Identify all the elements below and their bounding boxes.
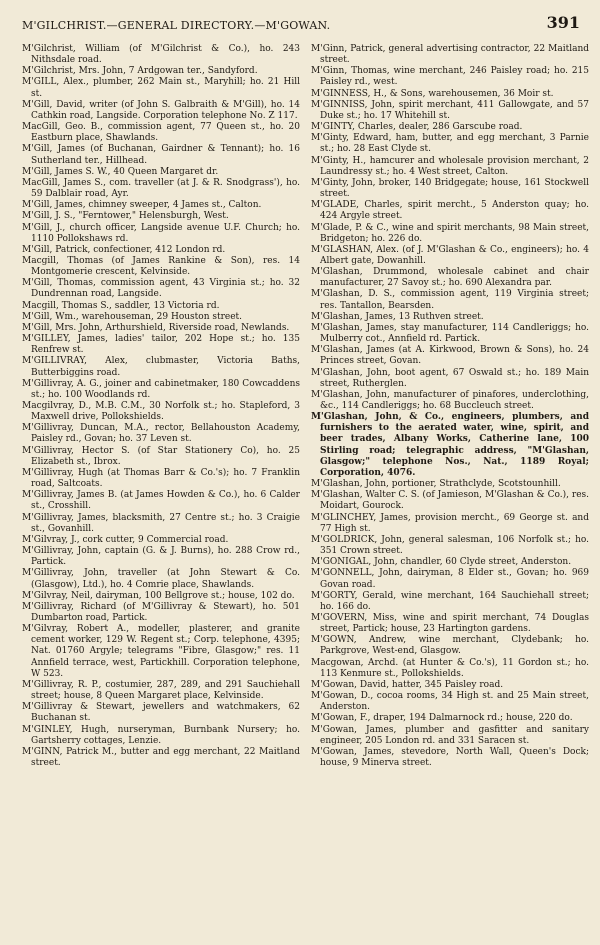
directory-entry: M'Gillivray, James B. (at James Howden & Co.), ho. 6 Calder st., Crosshill.: [22, 490, 300, 512]
directory-entry: M'Gill, James S. W., 40 Queen Margaret dr.: [22, 166, 219, 177]
directory-entry: M'Gillivray, James, blacksmith, 27 Centre st.; ho. 3 Craigie st., Govanhill.: [22, 512, 300, 534]
directory-entry: MacGill, Geo. B., commission agent, 77 Queen st., ho. 20 Eastburn place, Shawlands.: [22, 122, 300, 144]
directory-entry: M'Ginn, Patrick, general advertising contractor, 22 Maitland street.: [311, 44, 589, 66]
directory-entry: M'GONIGAL, John, chandler, 60 Clyde street, Anderston.: [311, 557, 572, 568]
directory-entry: M'Glashan, Drummond, wholesale cabinet and chair manufacturer, 27 Savoy st.; ho. 690 Alexandra par.: [311, 267, 589, 289]
directory-entry: Macgill, Thomas S., saddler, 13 Victoria rd.: [22, 300, 220, 311]
directory-entry: M'GILL, Alex., plumber, 262 Main st., Maryhill; ho. 21 Hill st.: [22, 77, 300, 99]
directory-entry: M'Gowan, D., cocoa rooms, 34 High st. and 25 Main street, Anderston.: [311, 691, 589, 713]
directory-entry: M'Gill, J. S., "Ferntower," Helensburgh, West.: [22, 211, 229, 222]
directory-entry: M'Glashan, John, manufacturer of pinafores, underclothing, &c., 114 Candleriggs; ho. 68 Buccleuch street.: [311, 389, 589, 411]
directory-entry: Macgilvray, D., M.B. C.M., 30 Norfolk st.; ho. Stapleford, 3 Maxwell drive, Pollokshields.: [22, 401, 300, 423]
directory-entry: M'Gill, J., church officer, Langside avenue U.F. Church; ho. 1110 Pollokshaws rd.: [22, 222, 300, 244]
directory-entry: M'Gillivray, Hugh (at Thomas Barr & Co.'s); ho. 7 Franklin road, Saltcoats.: [22, 467, 300, 490]
directory-entry: M'Gillivray, Duncan, M.A., rector, Bellahouston Academy, Paisley rd., Govan; ho. 37 Leven st.: [22, 423, 300, 445]
directory-entry: M'Ginty, H., hamcurer and wholesale provision merchant, 2 Laundressy st.; ho. 4 West street, Calton.: [311, 155, 589, 177]
directory-entry: M'Glashan, John, & Co., engineers, plumbers, and furnishers to the aerated water, wine, spirit, and beer trades, Albany Works, Catherine lane, 100 Stirling road; telegraphic address, "M'Glashan, Glasgow;" telephone Nos., Nat., 1189 Royal; Corporation, 4076.: [311, 412, 589, 478]
directory-entry: M'Gilchrist, William (of M'Gilchrist & Co.), ho. 243 Nithsdale road.: [22, 44, 300, 66]
running-head: M'GILCHRIST.—GENERAL DIRECTORY.—M'GOWAN.: [22, 19, 331, 32]
directory-entry: M'Ginty, John, broker, 140 Bridgegate; house, 161 Stockwell street.: [311, 177, 589, 200]
directory-entry: M'Gillivray, Hector S. (of Star Stationery Co), ho. 25 Elizabeth st., Ibrox.: [22, 445, 300, 467]
directory-entry: M'Ginty, Edward, ham, butter, and egg merchant, 3 Parnie st.; ho. 28 East Clyde st.: [311, 133, 589, 155]
page-number: 391: [546, 13, 580, 32]
directory-entry: M'Glashan, Walter C. S. (of Jamieson, M'Glashan & Co.), res. Moidart, Gourock.: [311, 490, 589, 512]
directory-entry: M'Glashan, John, boot agent, 67 Oswald st.; ho. 189 Main street, Rutherglen.: [311, 367, 589, 389]
directory-entry: M'GINNESS, H., & Sons, warehousemen, 36 Moir st.: [311, 88, 554, 99]
directory-entry: M'Gillivray & Stewart, jewellers and watchmakers, 62 Buchanan st.: [22, 702, 300, 724]
right-column: [311, 44, 589, 769]
directory-entry: M'GILLIVRAY, Alex, clubmaster, Victoria Baths, Butterbiggins road.: [22, 356, 300, 378]
directory-entry: M'Gillivray, John, captain (G. & J. Burns), ho. 288 Crow rd., Partick.: [22, 546, 300, 568]
directory-entry: M'Gill, Wm., warehouseman, 29 Houston street.: [22, 311, 243, 322]
directory-entry: M'Gillivray, John, traveller (at John Stewart & Co. (Glasgow), Ltd.), ho. 4 Comrie place, Shawlands.: [22, 568, 300, 590]
directory-entry: M'Gillivray, Richard (of M'Gillivray & Stewart), ho. 501 Dumbarton road, Partick.: [22, 601, 300, 623]
directory-entry: M'GILLEY, James, ladies' tailor, 202 Hope st.; ho. 135 Renfrew st.: [22, 334, 300, 356]
directory-entry: M'GLINCHEY, James, provision mercht., 69 George st. and 77 High st.: [311, 512, 589, 534]
directory-entry: M'Gilvray, J., cork cutter, 9 Commercial road.: [22, 534, 229, 545]
directory-entry: M'Glashan, D. S., commission agent, 119 Virginia street; res. Tantallon, Bearsden.: [311, 289, 589, 311]
directory-entry: Macgowan, Archd. (at Hunter & Co.'s), 11 Gordon st.; ho. 113 Kenmure st., Pollokshields.: [311, 657, 589, 679]
page-header: [22, 10, 580, 32]
directory-entry: M'Gowan, James, stevedore, North Wall, Queen's Dock; house, 9 Minerva street.: [311, 746, 589, 768]
directory-entry: M'GINN, Patrick M., butter and egg merchant, 22 Maitland street.: [22, 746, 300, 768]
directory-entry: M'Gill, Thomas, commission agent, 43 Virginia st.; ho. 32 Dundrennan road, Langside.: [22, 278, 300, 300]
directory-entry: M'GINLEY, Hugh, nurseryman, Burnbank Nursery; ho. Gartsherry cottages, Lenzie.: [22, 724, 300, 746]
directory-entry: M'Glashan, John, portioner, Strathclyde, Scotstounhill.: [311, 479, 561, 490]
directory-entry: M'Ginn, Thomas, wine merchant, 246 Paisley road; ho. 215 Paisley rd., west.: [311, 66, 589, 88]
directory-entry: M'Gilchrist, Mrs. John, 7 Ardgowan ter., Sandyford.: [22, 66, 258, 77]
directory-entry: M'Gowan, David, hatter, 345 Paisley road.: [311, 679, 504, 690]
directory-entry: M'Gilvray, Neil, dairyman, 100 Bellgrove st.; house, 102 do.: [22, 590, 295, 601]
directory-entry: M'GOVERN, Miss, wine and spirit merchant, 74 Douglas street, Partick; house, 23 Hartington gardens.: [311, 612, 589, 635]
directory-entry: M'GONNELL, John, dairyman, 8 Elder st., Govan; ho. 969 Govan road.: [311, 568, 589, 590]
directory-entry: M'GOWN, Andrew, wine merchant, Clydebank; ho. Parkgrove, West-end, Glasgow.: [311, 635, 589, 657]
directory-entry: M'GLASHAN, Alex. (of J. M'Glashan & Co., engineers); ho. 4 Albert gate, Dowanhill.: [311, 244, 589, 266]
directory-entry: Macgill, Thomas (of James Rankine & Son), res. 14 Montgomerie crescent, Kelvinside.: [22, 255, 300, 278]
directory-entry: M'GINNISS, John, spirit merchant, 411 Gallowgate, and 57 Duke st.; ho. 17 Whitehill st.: [311, 99, 589, 121]
directory-entry: M'Gill, Patrick, confectioner, 412 London rd.: [22, 244, 226, 255]
directory-entry: M'Gowan, F., draper, 194 Dalmarnock rd.; house, 220 do.: [311, 713, 573, 724]
directory-entry: M'Glashan, James, 13 Ruthven street.: [311, 311, 484, 322]
directory-entry: M'GINTY, Charles, dealer, 286 Garscube road.: [311, 122, 523, 133]
left-column: [22, 44, 300, 769]
directory-entry: M'Gill, James, chimney sweeper, 4 James st., Calton.: [22, 200, 262, 211]
directory-entry: M'Gill, David, writer (of John S. Galbraith & M'Gill), ho. 14 Cathkin road, Langside. Corporation telephone No. Z 117.: [22, 99, 300, 121]
directory-entry: M'Gillivray, A. G., joiner and cabinetmaker, 180 Cowcaddens st.; ho. 100 Woodlands rd.: [22, 378, 300, 400]
directory-entry: M'Gillivray, R. P., costumier, 287, 289, and 291 Sauchiehall street; house, 8 Queen Margaret place, Kelvinside.: [22, 679, 300, 702]
directory-entry: M'Gilvray, Robert A., modeller, plasterer, and granite cement worker, 129 W. Regent st.; Corp. telephone, 4395; Nat. 01760 Argyle; telegrams "Fibre, Glasgow;" res. 11 Annfield terrace, west, Partickhill. Corporation telephone, W 523.: [22, 624, 300, 679]
directory-entry: M'Glade, P. & C., wine and spirit merchants, 98 Main street, Bridgeton; ho. 226 do.: [311, 222, 589, 244]
directory-entry: MacGill, James S., com. traveller (at J. & R. Snodgrass'), ho. 59 Dalblair road, Ayr.: [22, 177, 300, 200]
directory-entry: M'GLADE, Charles, spirit mercht., 5 Anderston quay; ho. 424 Argyle street.: [311, 200, 589, 222]
directory-entry: M'Gill, Mrs. John, Arthurshield, Riverside road, Newlands.: [22, 322, 290, 333]
directory-entry: M'GOLDRICK, John, general salesman, 106 Norfolk st.; ho. 351 Crown street.: [311, 534, 589, 557]
directory-entry: M'Gill, James (of Buchanan, Gairdner & Tennant); ho. 16 Sutherland ter., Hillhead.: [22, 144, 300, 166]
directory-entry: M'GORTY, Gerald, wine merchant, 164 Sauchiehall street; ho. 166 do.: [311, 590, 589, 612]
directory-entry: M'Glashan, James (at A. Kirkwood, Brown & Sons), ho. 24 Princes street, Govan.: [311, 345, 589, 367]
directory-entry: M'Gowan, James, plumber and gasfitter and sanitary engineer, 205 London rd. and 331 Saracen st.: [311, 724, 589, 746]
directory-entry: M'Glashan, James, stay manufacturer, 114 Candleriggs; ho. Mulberry cot., Annfield rd. Partick.: [311, 322, 589, 345]
